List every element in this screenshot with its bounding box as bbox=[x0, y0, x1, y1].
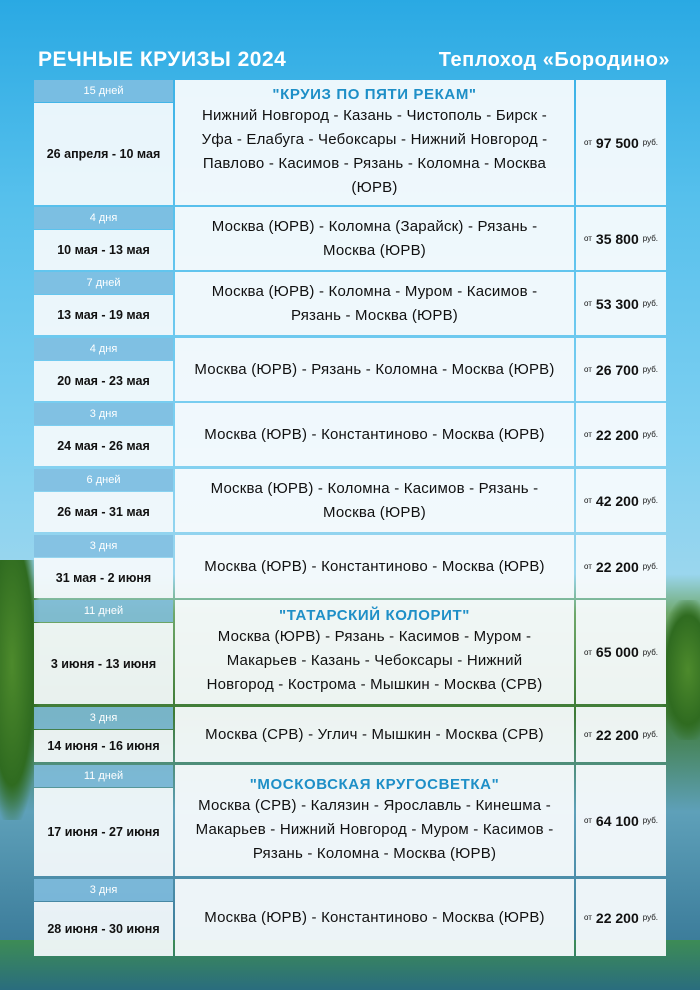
price-prefix: от bbox=[583, 365, 592, 374]
cruise-row bbox=[34, 338, 666, 401]
duration-label: 4 дня bbox=[34, 207, 173, 229]
date-range: 24 мая - 26 мая bbox=[34, 426, 173, 466]
price-prefix: от bbox=[583, 562, 592, 571]
date-cell bbox=[34, 535, 173, 598]
date-cell bbox=[34, 207, 173, 270]
duration-label: 15 дней bbox=[34, 80, 173, 102]
price-cell bbox=[576, 80, 666, 205]
price-currency: руб. bbox=[642, 234, 659, 243]
price-currency: руб. bbox=[642, 430, 659, 439]
duration-label: 11 дней bbox=[34, 765, 173, 787]
cruise-row bbox=[34, 535, 666, 598]
date-cell bbox=[34, 879, 173, 956]
price-currency: руб. bbox=[642, 913, 659, 922]
date-range: 28 июня - 30 июня bbox=[34, 902, 173, 956]
price-prefix: от bbox=[583, 647, 592, 657]
price-value: 22 200 bbox=[595, 726, 639, 743]
price-value: 65 000 bbox=[595, 644, 639, 660]
route-cell bbox=[175, 207, 574, 270]
cruise-row bbox=[34, 207, 666, 270]
page-title: РЕЧНЫЕ КРУИЗЫ 2024 bbox=[38, 48, 287, 71]
route-text: Москва (ЮРВ) - Константиново - Москва (ЮРВ) bbox=[204, 425, 545, 443]
price-cell bbox=[576, 403, 666, 466]
cruise-row bbox=[34, 707, 666, 762]
cruise-row bbox=[34, 469, 666, 532]
route-text: Москва (ЮРВ) - Коломна - Муром - Касимов - Рязань - Москва (ЮРВ) bbox=[211, 282, 538, 324]
price-value: 22 200 bbox=[595, 909, 639, 926]
price-cell bbox=[576, 765, 666, 876]
cruise-name: "МОСКОВСКАЯ КРУГОСВЕТКА" bbox=[249, 775, 500, 793]
duration-label: 11 дней bbox=[34, 600, 173, 622]
price-value: 64 100 bbox=[595, 812, 639, 829]
route-cell bbox=[175, 469, 574, 532]
duration-label: 6 дней bbox=[34, 469, 173, 491]
date-cell bbox=[34, 707, 173, 762]
date-cell bbox=[34, 403, 173, 466]
cruise-name: "КРУИЗ ПО ПЯТИ РЕКАМ" bbox=[272, 85, 477, 103]
price-currency: руб. bbox=[642, 496, 659, 505]
date-cell bbox=[34, 600, 173, 704]
route-text: Москва (СРВ) - Углич - Мышкин - Москва (СРВ) bbox=[205, 725, 544, 743]
duration-label: 3 дня bbox=[34, 403, 173, 425]
route-text: Москва (ЮРВ) - Коломна - Касимов - Рязань - Москва (ЮРВ) bbox=[210, 479, 539, 521]
date-range: 20 мая - 23 мая bbox=[34, 361, 173, 401]
route-cell bbox=[175, 600, 574, 704]
price-prefix: от bbox=[583, 234, 592, 243]
cruise-row bbox=[34, 765, 666, 876]
duration-label: 3 дня bbox=[34, 535, 173, 557]
price-cell bbox=[576, 469, 666, 532]
route-text: Москва (ЮРВ) - Константиново - Москва (ЮРВ) bbox=[204, 908, 545, 926]
price-cell bbox=[576, 207, 666, 270]
cruise-row bbox=[34, 879, 666, 956]
page-header bbox=[38, 44, 670, 76]
date-range: 26 апреля - 10 мая bbox=[34, 103, 173, 205]
price-value: 22 200 bbox=[595, 558, 639, 575]
price-currency: руб. bbox=[642, 299, 659, 308]
route-cell bbox=[175, 403, 574, 466]
route-text: Москва (ЮРВ) - Константиново - Москва (ЮРВ) bbox=[204, 557, 545, 575]
route-cell bbox=[175, 338, 574, 401]
route-text: Москва (ЮРВ) - Рязань - Коломна - Москва (ЮРВ) bbox=[194, 360, 555, 378]
duration-label: 3 дня bbox=[34, 879, 173, 901]
price-value: 26 700 bbox=[595, 361, 639, 378]
date-range: 31 мая - 2 июня bbox=[34, 558, 173, 598]
route-text: Москва (ЮРВ) - Коломна (Зарайск) - Рязань - Москва (ЮРВ) bbox=[211, 217, 538, 259]
price-prefix: от bbox=[583, 816, 592, 825]
price-cell bbox=[576, 535, 666, 598]
date-range: 17 июня - 27 июня bbox=[34, 788, 173, 876]
price-cell bbox=[576, 879, 666, 956]
date-range: 3 июня - 13 июня bbox=[34, 623, 173, 704]
date-cell bbox=[34, 469, 173, 532]
route-cell bbox=[175, 707, 574, 762]
route-text: Москва (ЮРВ) - Рязань - Касимов - Муром - Макарьев - Казань - Чебоксары - Нижний Новгород - Кострома - Мышкин - Москва (СРВ) bbox=[206, 628, 543, 693]
price-value: 42 200 bbox=[595, 492, 639, 509]
route-cell bbox=[175, 765, 574, 876]
price-prefix: от bbox=[583, 496, 592, 505]
date-range: 10 мая - 13 мая bbox=[34, 230, 173, 270]
route-cell bbox=[175, 879, 574, 956]
price-cell bbox=[576, 272, 666, 335]
price-prefix: от bbox=[583, 430, 592, 439]
duration-label: 7 дней bbox=[34, 272, 173, 294]
price-cell bbox=[576, 707, 666, 762]
background-trees-right bbox=[660, 600, 700, 740]
route-cell bbox=[175, 80, 574, 205]
cruise-name: "ТАТАРСКИЙ КОЛОРИТ" bbox=[279, 607, 470, 624]
price-cell bbox=[576, 338, 666, 401]
price-value: 35 800 bbox=[595, 230, 639, 247]
price-currency: руб. bbox=[642, 730, 659, 739]
route-cell bbox=[175, 272, 574, 335]
price-value: 97 500 bbox=[595, 134, 639, 151]
route-cell bbox=[175, 535, 574, 598]
duration-label: 3 дня bbox=[34, 707, 173, 729]
duration-label: 4 дня bbox=[34, 338, 173, 360]
date-cell bbox=[34, 765, 173, 876]
date-cell bbox=[34, 272, 173, 335]
cruise-row bbox=[34, 600, 666, 704]
price-value: 22 200 bbox=[595, 426, 639, 443]
date-range: 13 мая - 19 мая bbox=[34, 295, 173, 335]
price-currency: руб. bbox=[642, 647, 659, 657]
route-text: Нижний Новгород - Казань - Чистополь - Бирск - Уфа - Елабуга - Чебоксары - Нижний Новгород - Павлово - Касимов - Рязань - Коломна - Москва (ЮРВ) bbox=[201, 106, 548, 196]
price-currency: руб. bbox=[642, 365, 659, 374]
price-value: 53 300 bbox=[595, 295, 639, 312]
price-prefix: от bbox=[583, 730, 592, 739]
price-currency: руб. bbox=[642, 562, 659, 571]
date-cell bbox=[34, 338, 173, 401]
route-text: Москва (СРВ) - Калязин - Ярославль - Кинешма - Макарьев - Нижний Новгород - Муром - Касимов - Рязань - Коломна - Москва (ЮРВ) bbox=[195, 796, 554, 862]
date-cell bbox=[34, 80, 173, 205]
cruise-row bbox=[34, 80, 666, 205]
price-prefix: от bbox=[583, 138, 592, 147]
cruise-row bbox=[34, 403, 666, 466]
ship-name: Теплоход «Бородино» bbox=[438, 48, 670, 71]
price-currency: руб. bbox=[642, 138, 659, 147]
cruise-row bbox=[34, 272, 666, 335]
date-range: 14 июня - 16 июня bbox=[34, 730, 173, 762]
date-range: 26 мая - 31 мая bbox=[34, 492, 173, 532]
price-prefix: от bbox=[583, 913, 592, 922]
price-currency: руб. bbox=[642, 816, 659, 825]
price-prefix: от bbox=[583, 299, 592, 308]
price-cell bbox=[576, 600, 666, 704]
